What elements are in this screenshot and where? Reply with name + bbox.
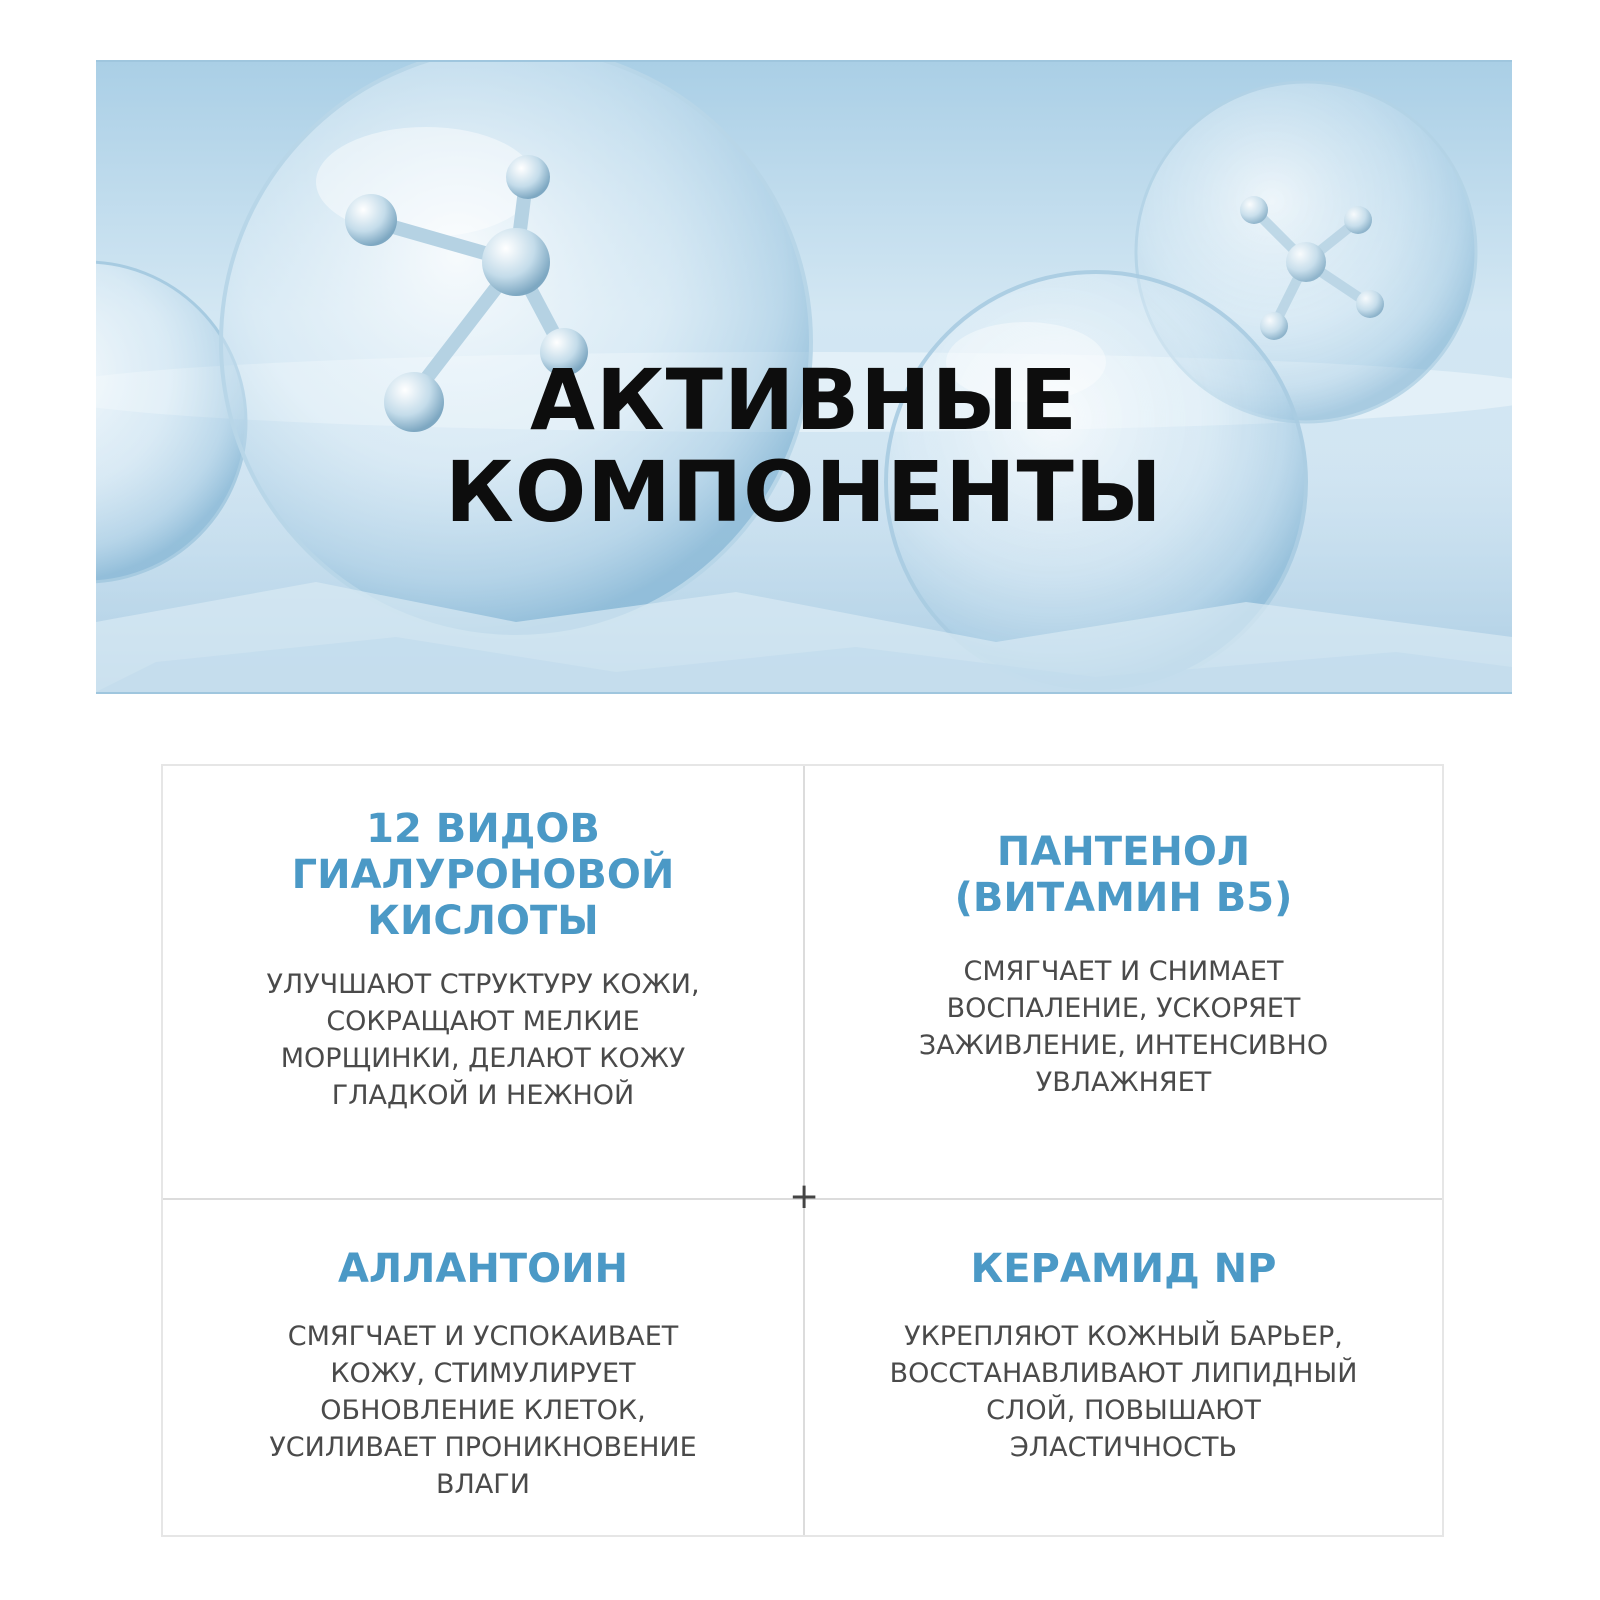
description-line: УКРЕПЛЯЮТ КОЖНЫЙ БАРЬЕР, <box>904 1321 1343 1352</box>
description-line: ЭЛАСТИЧНОСТЬ <box>1009 1432 1238 1463</box>
component-title-line: ПАНТЕНОЛ <box>996 829 1251 875</box>
component-title <box>163 806 803 944</box>
description-line: КОЖУ, СТИМУЛИРУЕТ <box>330 1358 636 1389</box>
bubble-large <box>221 62 811 637</box>
description-line: ВЛАГИ <box>436 1469 530 1500</box>
component-description <box>163 1318 803 1503</box>
description-line: СОКРАЩАЮТ МЕЛКИЕ <box>326 1006 640 1037</box>
component-title-line: КЕРАМИД NP <box>970 1246 1277 1292</box>
component-title-line: 12 ВИДОВ <box>366 806 600 852</box>
component-title-line: (ВИТАМИН В5) <box>954 875 1293 921</box>
description-line: ОБНОВЛЕНИЕ КЛЕТОК, <box>320 1395 646 1426</box>
component-description <box>805 1318 1442 1466</box>
components-grid <box>161 764 1444 1537</box>
component-title <box>805 829 1442 921</box>
component-title-line: ГИАЛУРОНОВОЙ <box>291 852 675 898</box>
description-line: УВЛАЖНЯЕТ <box>1035 1067 1212 1098</box>
component-card-ceramide <box>805 1246 1442 1466</box>
plus-icon: + <box>789 1176 820 1217</box>
component-title <box>163 1246 803 1292</box>
component-title-line: АЛЛАНТОИН <box>337 1246 629 1292</box>
description-line: ВОССТАНАВЛИВАЮТ ЛИПИДНЫЙ <box>889 1358 1358 1389</box>
description-line: СЛОЙ, ПОВЫШАЮТ <box>986 1395 1261 1426</box>
component-card-allantoin <box>163 1246 803 1503</box>
hero-banner <box>96 60 1512 694</box>
description-line: СМЯГЧАЕТ И УСПОКАИВАЕТ <box>287 1321 679 1352</box>
description-line: ВОСПАЛЕНИЕ, УСКОРЯЕТ <box>946 993 1301 1024</box>
description-line: УСИЛИВАЕТ ПРОНИКНОВЕНИЕ <box>269 1432 697 1463</box>
component-title <box>805 1246 1442 1292</box>
page-title <box>96 351 1512 541</box>
component-description <box>805 953 1442 1101</box>
description-line: МОРЩИНКИ, ДЕЛАЮТ КОЖУ <box>280 1043 686 1074</box>
component-card-hyaluronic <box>163 806 803 1114</box>
description-line: ЗАЖИВЛЕНИЕ, ИНТЕНСИВНО <box>918 1030 1329 1061</box>
page-title-line: АКТИВНЫЕ <box>529 351 1078 449</box>
description-line: СМЯГЧАЕТ И СНИМАЕТ <box>963 956 1284 987</box>
description-line: ГЛАДКОЙ И НЕЖНОЙ <box>331 1080 635 1111</box>
component-card-panthenol <box>805 829 1442 1101</box>
page-title-line: КОМПОНЕНТЫ <box>445 443 1163 541</box>
component-description <box>163 966 803 1114</box>
component-title-line: КИСЛОТЫ <box>367 898 599 944</box>
description-line: УЛУЧШАЮТ СТРУКТУРУ КОЖИ, <box>266 969 700 1000</box>
